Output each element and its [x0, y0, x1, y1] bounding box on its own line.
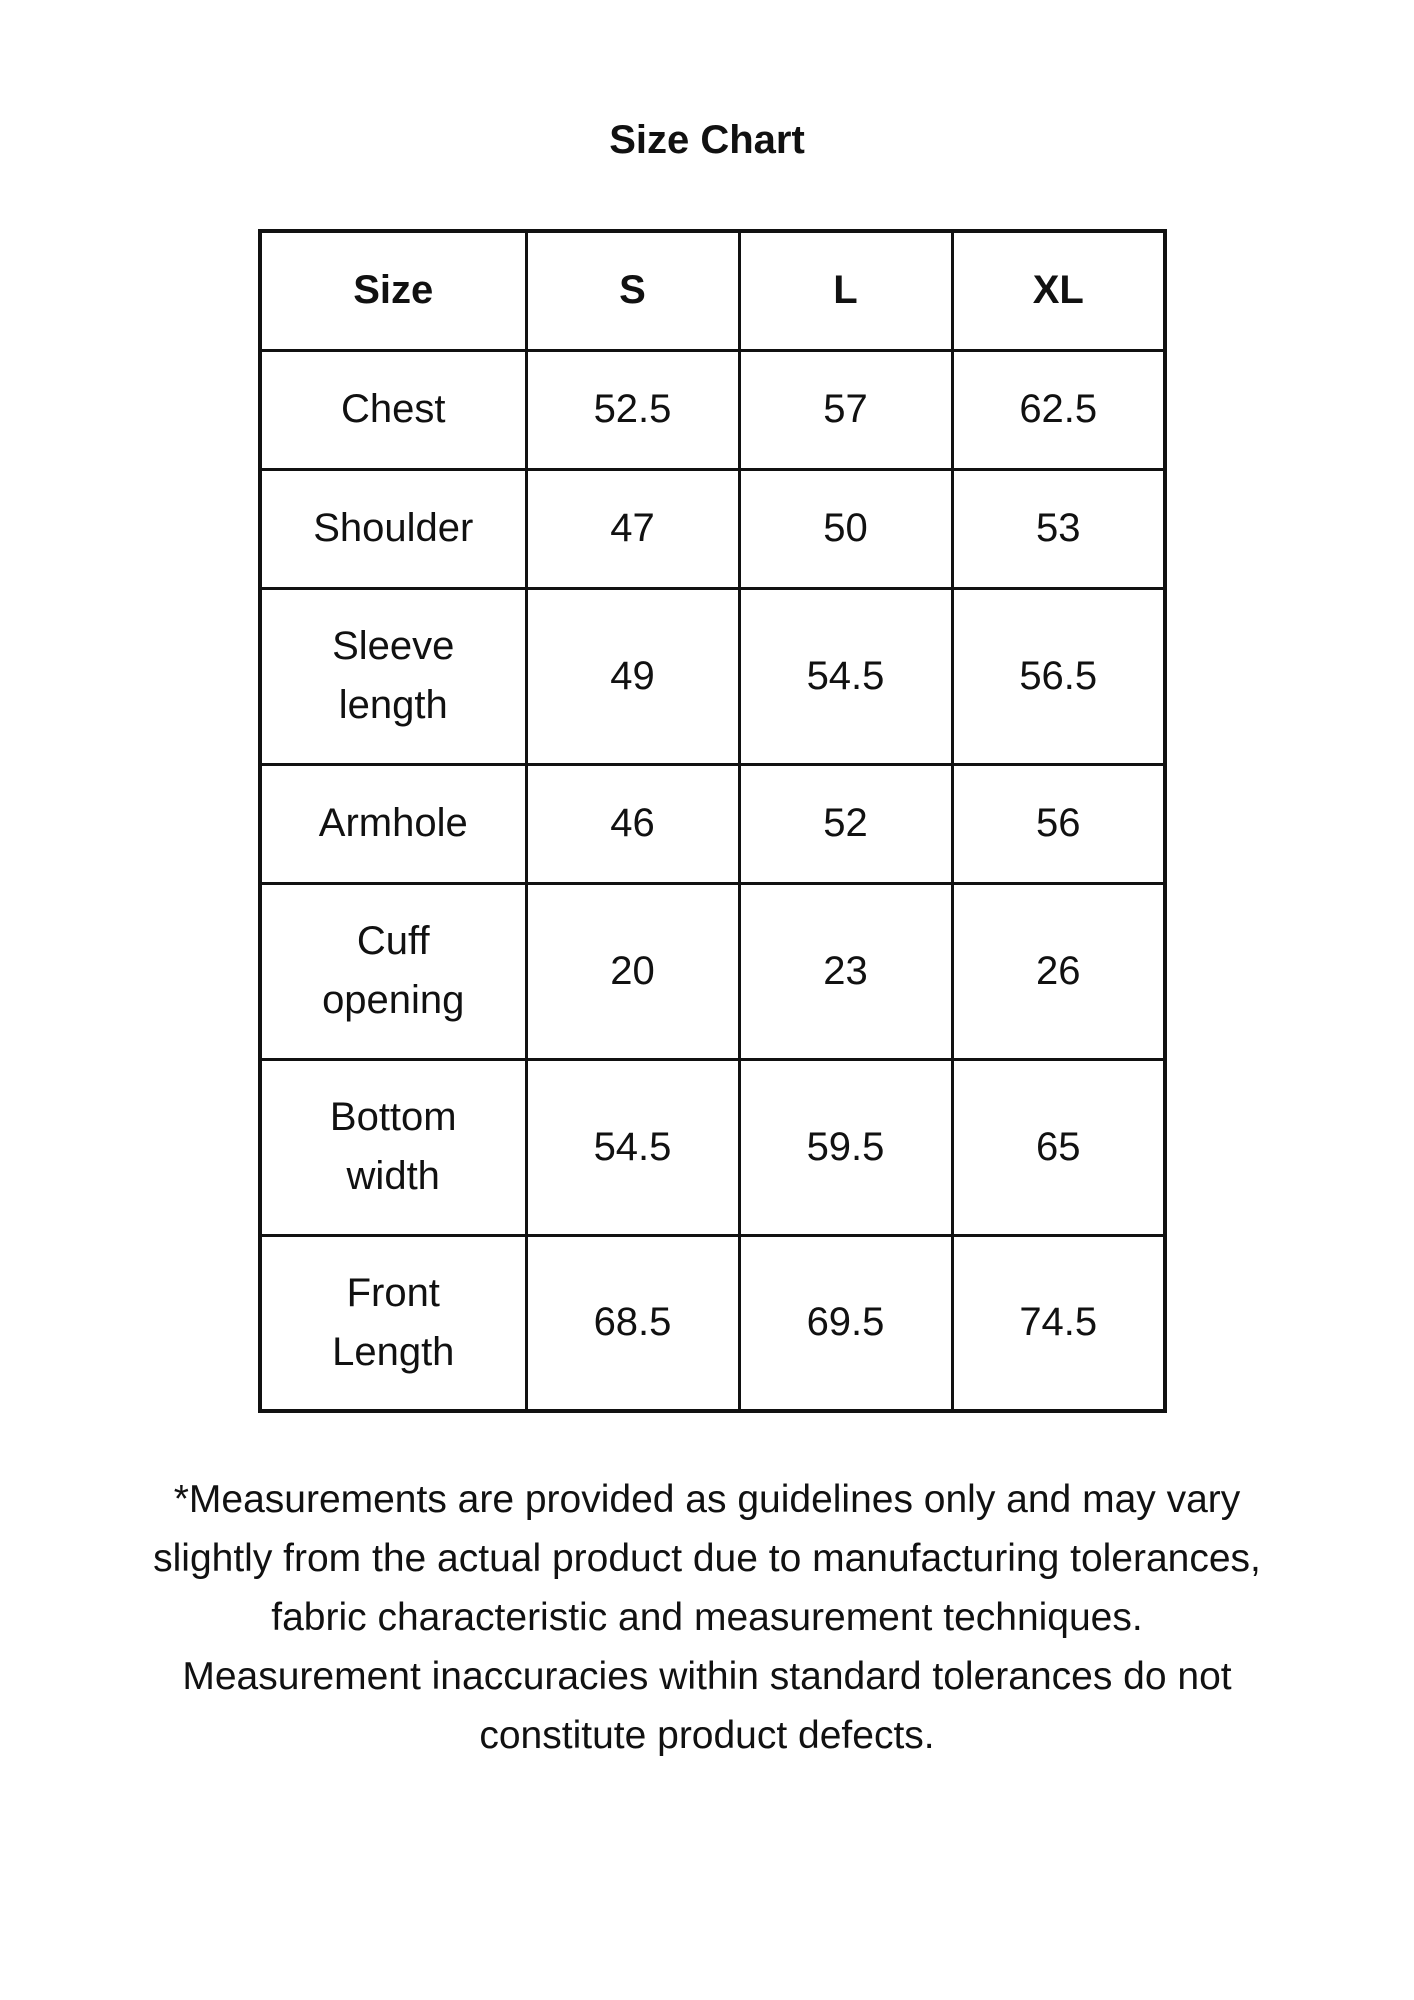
row-label-front-length: [260, 1235, 526, 1411]
table-cell: 54.5: [526, 1059, 739, 1235]
table-cell: 65: [952, 1059, 1165, 1235]
table-row-sleeve-length: [260, 588, 1165, 764]
table-cell: 62.5: [952, 350, 1165, 469]
table-cell: 74.5: [952, 1235, 1165, 1411]
row-label-line: Length: [332, 1329, 455, 1374]
page-title: Size Chart: [609, 118, 805, 162]
table-cell: 52: [739, 764, 952, 883]
table-cell: 23: [739, 883, 952, 1059]
disclaimer-paragraph: Measurement inaccuracies within standard tolerances do not constitute product defects.: [182, 1655, 1232, 1757]
table-cell: 20: [526, 883, 739, 1059]
row-label-sleeve-length: [260, 588, 526, 764]
table-cell: 53: [952, 469, 1165, 588]
table-cell: 46: [526, 764, 739, 883]
size-chart-table: [258, 229, 1167, 1413]
row-label-line: Cuff: [356, 919, 430, 963]
table-cell: 56.5: [952, 588, 1165, 764]
table-row-front-length: [260, 1235, 1165, 1411]
row-label-line: Bottom: [329, 1095, 457, 1139]
table-row-cuff-opening: [260, 883, 1165, 1059]
measurement-disclaimer: [140, 1470, 1274, 1765]
row-label-chest: [260, 350, 526, 469]
table-cell: 50: [739, 469, 952, 588]
table-cell: 49: [526, 588, 739, 764]
row-label-cuff-opening: [260, 883, 526, 1059]
row-label-line: Shoulder: [313, 506, 474, 550]
table-cell: 69.5: [739, 1235, 952, 1411]
row-label-line: Chest: [341, 387, 446, 431]
table-row-shoulder: [260, 469, 1165, 588]
row-label-line: Front: [346, 1270, 440, 1315]
table-cell: 54.5: [739, 588, 952, 764]
row-label-shoulder: [260, 469, 526, 588]
table-row-chest: [260, 350, 1165, 469]
table-row-bottom-width: [260, 1059, 1165, 1235]
row-label-line: length: [338, 683, 448, 727]
row-label-line: opening: [322, 978, 465, 1022]
table-cell: 68.5: [526, 1235, 739, 1411]
table-cell: 52.5: [526, 350, 739, 469]
table-row-armhole: [260, 764, 1165, 883]
row-label-bottom-width: [260, 1059, 526, 1235]
row-label-armhole: [260, 764, 526, 883]
table-cell: 56: [952, 764, 1165, 883]
row-label-line: Armhole: [318, 801, 468, 845]
row-label-line: Sleeve: [332, 624, 455, 668]
table-cell: 47: [526, 469, 739, 588]
header-cell-size: Size: [260, 231, 526, 350]
table-header-row: [260, 231, 1165, 350]
header-cell-s: S: [526, 231, 739, 350]
table-cell: 26: [952, 883, 1165, 1059]
header-cell-xl: XL: [952, 231, 1165, 350]
table-cell: 59.5: [739, 1059, 952, 1235]
header-cell-l: L: [739, 231, 952, 350]
table-cell: 57: [739, 350, 952, 469]
row-label-line: width: [346, 1154, 440, 1198]
disclaimer-paragraph: *Measurements are provided as guidelines only and may vary slightly from the actual product due to manufacturing tolerances, fabric characteristic and measurement techniques.: [153, 1478, 1261, 1639]
